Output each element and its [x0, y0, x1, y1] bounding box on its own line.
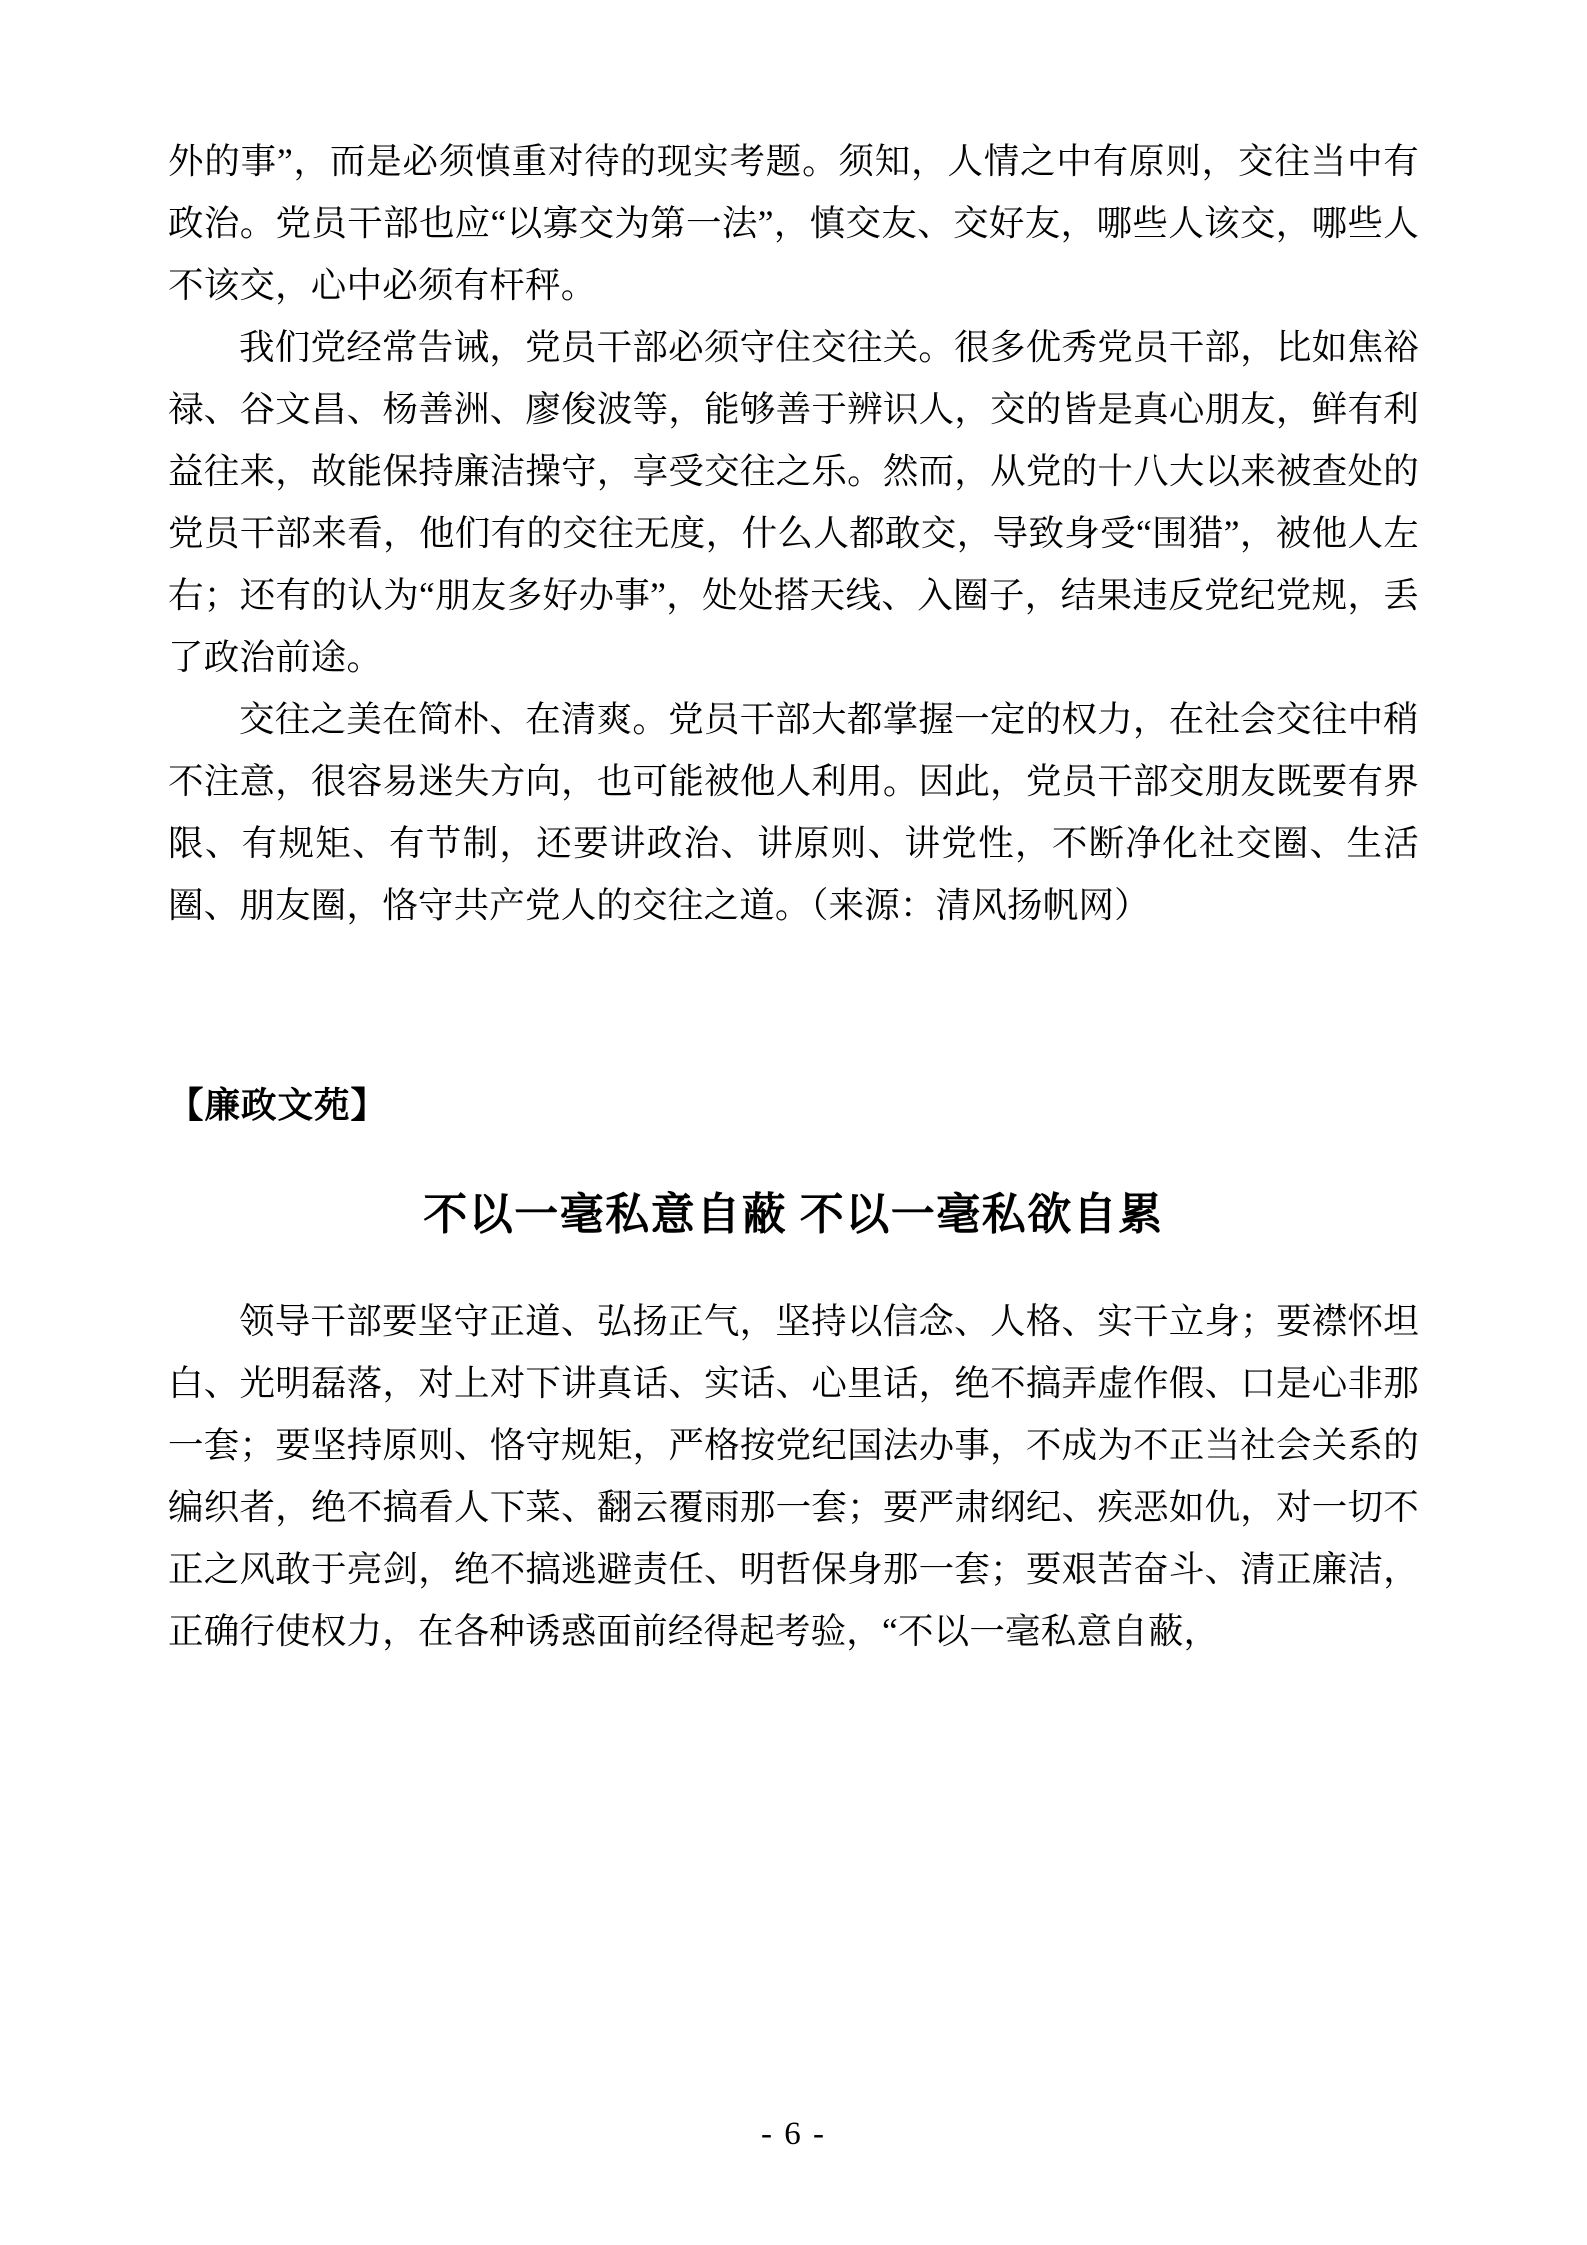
- article-text-block: [168, 1290, 1419, 1662]
- section-tag: 【廉政文苑】: [168, 1085, 388, 1125]
- section-spacer: [168, 936, 1419, 1074]
- title-spacer: [168, 1248, 1419, 1290]
- paragraph-continuation: 外的事”，而是必须慎重对待的现实考题。须知，人情之中有原则，交往当中有政治。党员干部也应“以寡交为第一法”，慎交友、交好友，哪些人该交，哪些人不该交，心中必须有杆秤。: [168, 141, 1419, 305]
- paragraph: 我们党经常告诫，党员干部必须守住交往关。很多优秀党员干部，比如焦裕禄、谷文昌、杨善洲、廖俊波等，能够善于辨识人，交的皆是真心朋友，鲜有利益往来，故能保持廉洁操守，享受交往之乐。然而，从党的十八大以来被查处的党员干部来看，他们有的交往无度，什么人都敢交，导致身受“围猎”，被他人左右；还有的认为“朋友多好办事”，处处搭天线、入圈子，结果违反党纪党规，丢了政治前途。: [168, 327, 1419, 677]
- paragraph: 交往之美在简朴、在清爽。党员干部大都掌握一定的权力，在社会交往中稍不注意，很容易迷失方向，也可能被他人利用。因此，党员干部交朋友既要有界限、有规矩、有节制，还要讲政治、讲原则、讲党性，不断净化社交圈、生活圈、朋友圈，恪守共产党人的交往之道。（来源：清风扬帆网）: [168, 699, 1419, 925]
- paragraph: 领导干部要坚守正道、弘扬正气，坚持以信念、人格、实干立身；要襟怀坦白、光明磊落，对上对下讲真话、实话、心里话，绝不搞弄虚作假、口是心非那一套；要坚持原则、恪守规矩，严格按党纪国法办事，不成为不正当社会关系的编织者，绝不搞看人下菜、翻云覆雨那一套；要严肃纲纪、疾恶如仇，对一切不正之风敢于亮剑，绝不搞逃避责任、明哲保身那一套；要艰苦奋斗、清正廉洁，正确行使权力，在各种诱惑面前经得起考验，“不以一毫私意自蔽，: [168, 1301, 1419, 1651]
- article-title: 不以一毫私意自蔽 不以一毫私欲自累: [423, 1190, 1164, 1239]
- top-text-block: [168, 130, 1419, 936]
- page-number: - 6 -: [761, 2116, 826, 2152]
